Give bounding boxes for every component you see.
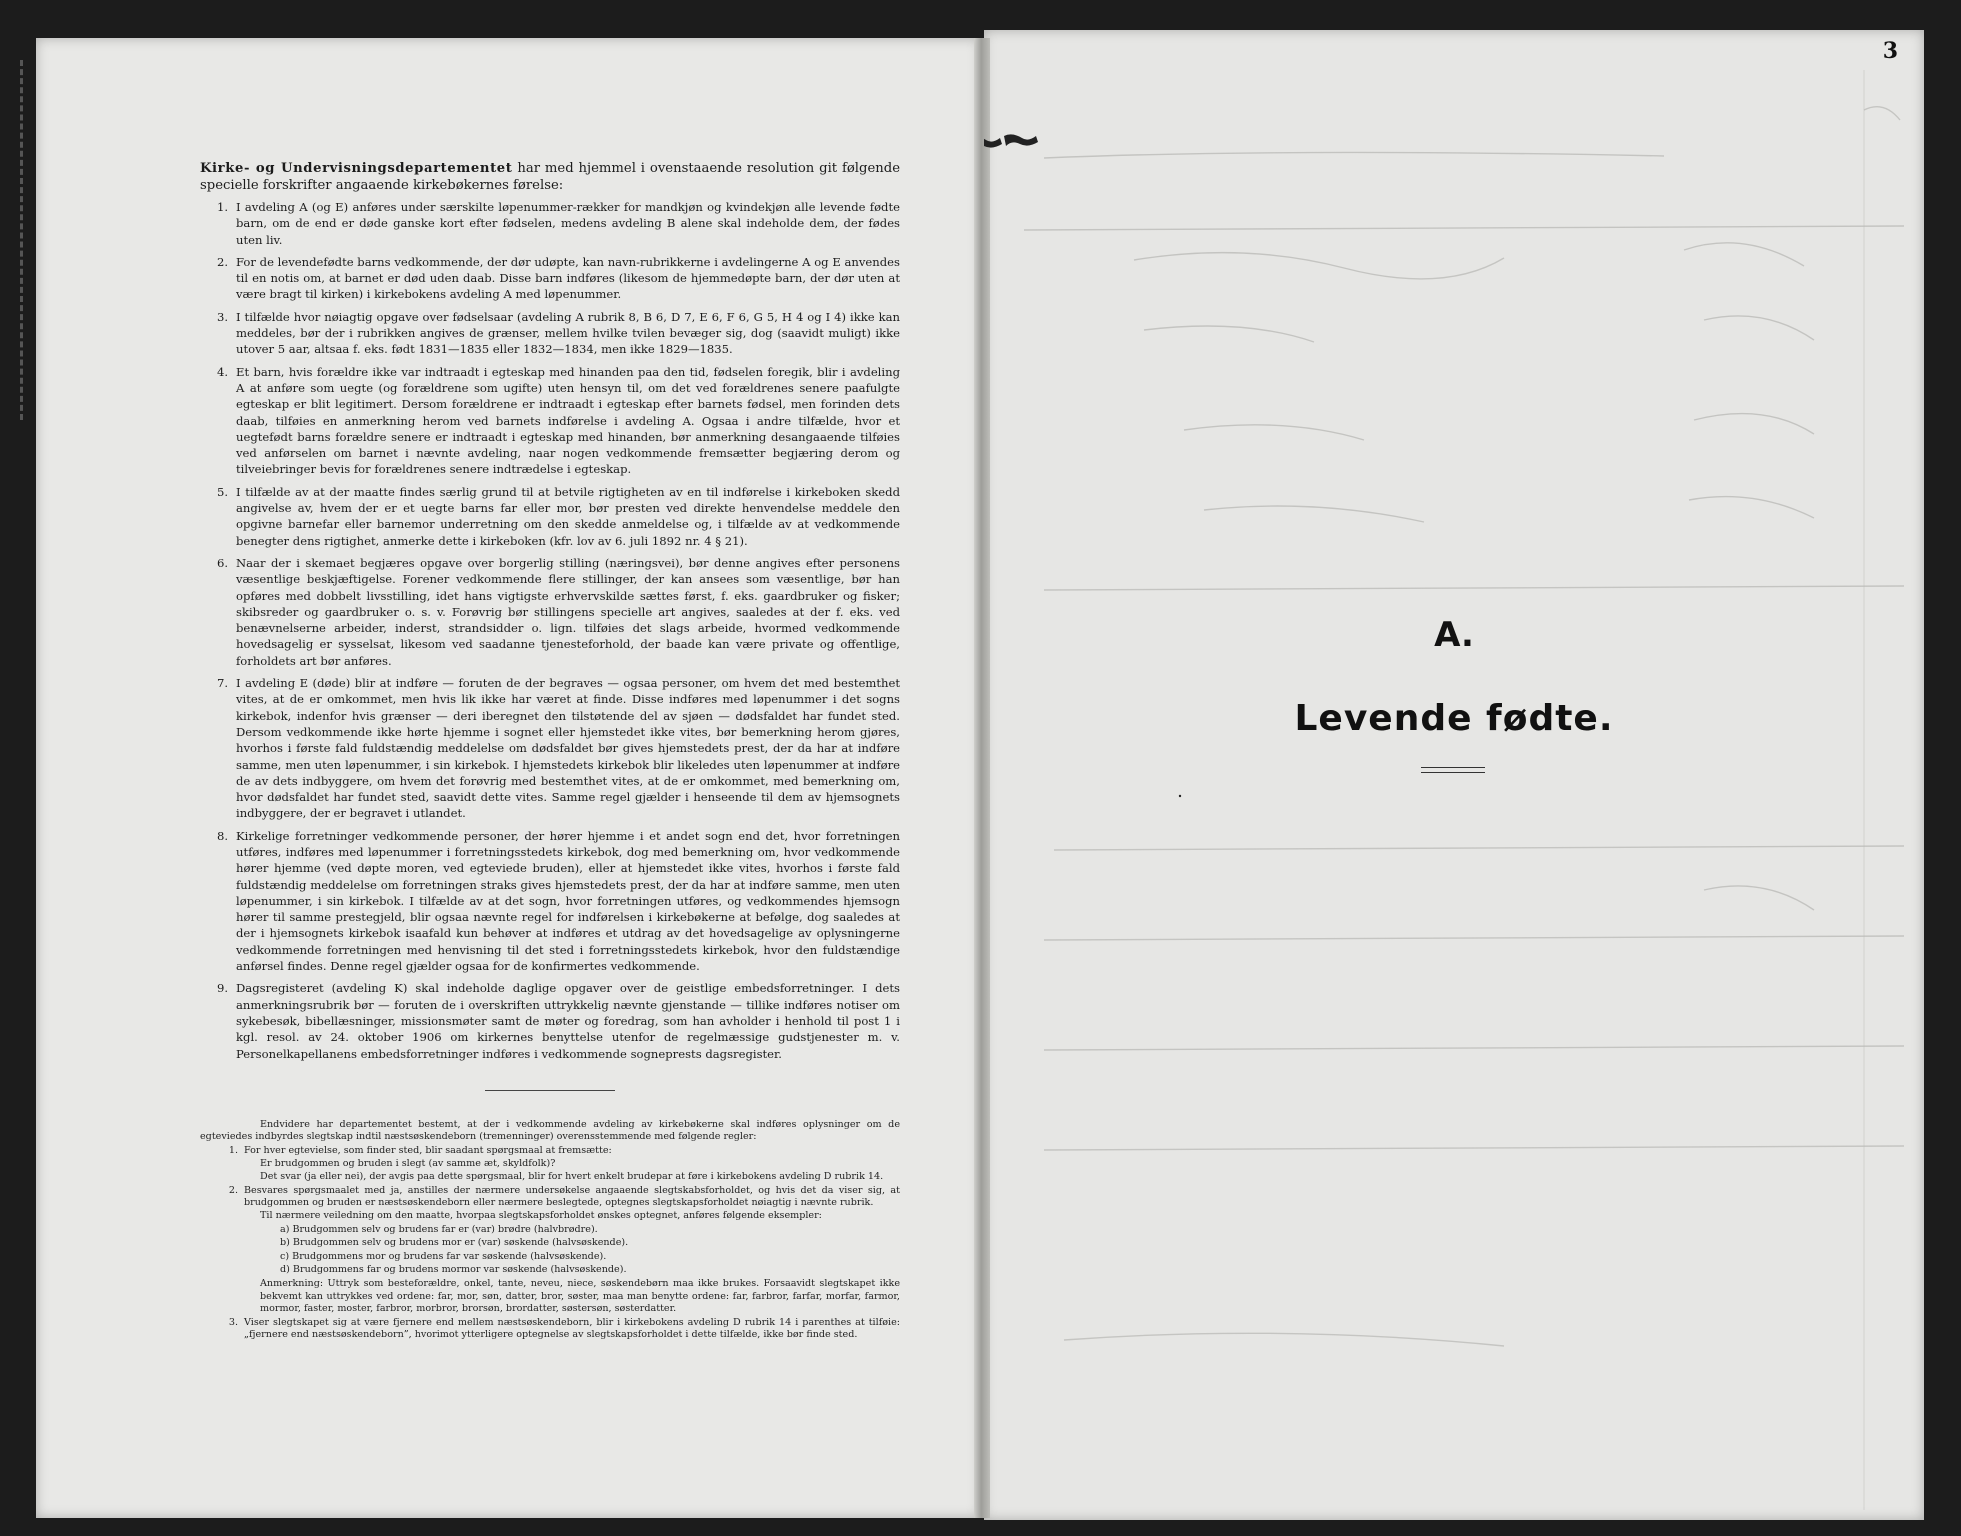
rule-item bbox=[200, 675, 900, 822]
rule-text: Dagsregisteret (avdeling K) skal indeholde daglige opgaver over de geistlige embedsforretninger. I dets anmerkningsrubrik bør — foruten de i overskriften uttrykkelig nævnte gjenstande — tillike indføres notiser om sykebesøk, bibellæsninger, missionsmøter samt de møter og foredrag, som han avholder i henhold til post 1 i kgl. resol. av 24. oktober 1906 om kirkernes benyttelse utenfor de regelmæssige gudstjenester m. v. Personelkapellanens embedsforretninger indføres i vedkommende sogneprests dagsregister. bbox=[236, 981, 900, 1061]
rule-number: 8. bbox=[216, 828, 228, 843]
rule-item bbox=[200, 199, 900, 248]
footnote-item-2: 2. Besvares spørgsmaalet med ja, anstilles der nærmere undersøkelse angaaende slegtskabsforholdet, og hvis det da viser sig, at brudgommen og bruden er næstsøskendeborn eller nærmere beslegtede, optegnes slegtskapsforholdet nøiagtig i nævnte rubrik. bbox=[228, 1184, 900, 1209]
left-page-text bbox=[200, 160, 900, 1460]
footnote-item-1: 1. For hver egtevielse, som finder sted, blir saadant spørgsmaal at fremsætte: bbox=[228, 1145, 612, 1157]
section-letter: A. bbox=[1434, 615, 1474, 655]
example-d: d) Brudgommens far og brudens mormor var søskende (halvsøskende). bbox=[280, 1264, 627, 1276]
example-c: c) Brudgommens mor og brudens far var søskende (halvsøskende). bbox=[280, 1250, 607, 1262]
bleed-through-marks bbox=[984, 30, 1924, 1520]
rule-text: I tilfælde hvor nøiagtig opgave over fødselsaar (avdeling A rubrik 8, B 6, D 7, E 6, F 6, G 5, H 4 og I 4) ikke kan meddeles, bør der i rubrikken angives de grænser, mellem hvilke tvilen bevæger sig, dog (saavidt muligt) ikke utover 5 aar, altsaa f. eks. født 1831—1835 eller 1832—1834, men ikke 1829—1835. bbox=[236, 309, 900, 357]
rule-number: 7. bbox=[216, 676, 228, 691]
right-page bbox=[984, 30, 1924, 1520]
footnote-remark: Anmerkning: Uttryk som besteforældre, onkel, tante, neveu, niece, søskendebørn maa ikke brukes. Forsaavidt slegtskapet ikke bekvemt kan uttrykkes ved ordene: far, mor, søn, datter, bror, søster, maa man benytte ordene: far, farbror, farfar, morfar, farmor, mormor, faster, moster, farbror, morbror, brorsøn, brordatter, søstersøn, søsterdatter. bbox=[260, 1277, 900, 1315]
rules-list bbox=[200, 199, 900, 1062]
rule-item bbox=[200, 364, 900, 478]
footnote-block bbox=[200, 1119, 900, 1342]
rule-item bbox=[200, 555, 900, 669]
binding-edge bbox=[20, 60, 37, 420]
rule-item bbox=[200, 254, 900, 303]
rule-text: Et barn, hvis forældre ikke var indtraadt i egteskap med hinanden paa den tid, fødselen foregik, blir i avdeling A at anføre som uegte (og forældrene som ugifte) uten hensyn til, om det ved forældrenes senere paafulgte egteskap er blit legitimert. Dersom forældrene er indtraadt i egteskap efter barnets fødsel, men forinden dets daab, tilføies en anmerkning herom ved barnets indførelse i avdeling A. Ogsaa i andre tilfælde, hvor et uegtefødt barns forældre senere er indtraadt i egteskap med hinanden, bør anmerkning desangaaende tilføies ved anførselen om barnet i nævnte avdeling, naar nogen vedkommende fremsætter begjæring derom og tilveiebringer bevis for forældrenes senere indtrædelse i egteskap. bbox=[236, 364, 900, 477]
example-b: b) Brudgommen selv og brudens mor er (var) søskende (halvsøskende). bbox=[280, 1237, 629, 1249]
rule-number: 5. bbox=[216, 484, 228, 499]
rule-number: 1. bbox=[216, 200, 228, 214]
rule-text: Naar der i skemaet begjæres opgave over borgerlig stilling (næringsvei), bør denne angives efter personens væsentlige beskjæftigelse. Forener vedkommende flere stillinger, der kan ansees som væsentlige, bør han opføres med dobbelt livsstilling, idet hans vigtigste erhvervskilde sættes først, f. eks. gaardbruker og fisker; skibsreder og gaardbruker o. s. v. Forøvrig bør stillingens specielle art angives, saaledes at der f. eks. ved benævnelserne arbeider, inderst, strandsidder o. lign. tilføies det slags arbeide, hvormed vedkommende hovedsagelig er sysselsat, likesom ved saadanne tjenesteforhold, der baade kan være private og offentlige, forholdets art bør anføres. bbox=[236, 555, 900, 668]
intro-text: har med hjemmel i ovenstaaende resolution git følgende specielle forskrifter angaaende kirkebøkernes førelse: bbox=[200, 161, 901, 193]
footnote-question: Er brudgommen og bruden i slegt (av samme æt, skyldfolk)? bbox=[260, 1157, 556, 1169]
rule-text: Kirkelige forretninger vedkommende personer, der hører hjemme i et andet sogn end det, hvor forretningen utføres, indføres med løpenummer i forretningsstedets kirkebok, dog med bemerkning om, hvor vedkommende hører hjemme (ved døpte moren, ved egteviede bruden), eller at hjemstedet ikke vites, hvorhos i første fald fuldstændig meddelelse om forretningen straks gives hjemstedets prest, der da har at indføre samme, men uten løpenummer, i sin kirkebok. I tilfælde av at det sogn, hvor forretningen utføres, og vedkommendes hjemsogn hører til samme prestegjeld, blir ogsaa nævnte regel for indførelsen i kirkebøkerne at befølge, dog saaledes at der i hjemsognets kirkebok isaafald kun behøver at indføres et utdrag av det hovedsagelige av oplysningerne vedkommende forretningen med henvisning til det sted i forretningsstedets kirkebok, hvor den fuldstændige anførsel findes. Denne regel gjælder ogsaa for de konfirmertes vedkommende. bbox=[236, 828, 900, 974]
example-a: a) Brudgommen selv og brudens far er (var) brødre (halvbrødre). bbox=[280, 1223, 598, 1235]
footnote-answer: Det svar (ja eller nei), der avgis paa dette spørgsmaal, blir for hvert enkelt brudepar at føre i kirkebokens avdeling D rubrik 14. bbox=[260, 1171, 884, 1183]
title-underline bbox=[1421, 767, 1485, 773]
rule-text: I tilfælde av at der maatte findes særlig grund til at betvile rigtigheten av en til indførelse i kirkeboken skedd angivelse av, hvem der er et uegte barns far eller mor, bør presten ved direkte henvendelse meddele den opgivne barnefar eller barnemor underretning om den skedde anmeldelse og, i tilfælde av at vedkommende benegter dens rigtighet, anmerke dette i kirkeboken (kfr. lov av 6. juli 1892 nr. 4 § 21). bbox=[236, 484, 900, 548]
section-title: Levende fødte. bbox=[1294, 698, 1614, 739]
rule-text: For de levendefødte barns vedkommende, der dør udøpte, kan navn-rubrikkerne i avdelingerne A og E anvendes til en notis om, at barnet er død uden daab. Disse barn indføres (likesom de hjemmedøpte barn, der dør uten at være bragt til kirken) i kirkebokens avdeling A med løpenummer. bbox=[236, 254, 900, 302]
rule-item bbox=[200, 980, 900, 1061]
footnote-item-3: 3. Viser slegtskapet sig at være fjernere end mellem næstsøskendeborn, blir i kirkebokens avdeling D rubrik 14 i parenthes at tilføie: „fjernere end næstsøskendeborn”, hvorimot ytterligere optegnelse av slegtskapsforholdet i dette tilfælde, ikke bør finde sted. bbox=[228, 1316, 900, 1341]
rule-number: 3. bbox=[216, 309, 228, 324]
rule-item bbox=[200, 309, 900, 358]
rule-number: 2. bbox=[216, 254, 228, 269]
section-separator bbox=[485, 1090, 615, 1091]
rule-item bbox=[200, 484, 900, 549]
rule-number: 4. bbox=[216, 364, 228, 379]
page-number: 3 bbox=[1882, 38, 1898, 64]
intro-department: Kirke- og Undervisningsdepartementet bbox=[200, 161, 513, 176]
intro-paragraph bbox=[200, 160, 900, 194]
rule-text: I avdeling A (og E) anføres under særskilte løpenummer-rækker for mandkjøn og kvindekjøn alle levende fødte barn, om de end er døde ganske kort efter fødselen, medens avdeling B alene skal indeholde dem, der fødes uten liv. bbox=[236, 200, 900, 247]
footnote-guidance: Til nærmere veiledning om den maatte, hvorpaa slegtskapsforholdet ønskes optegnet, anføres følgende eksempler: bbox=[260, 1210, 822, 1221]
rule-number: 9. bbox=[216, 981, 228, 996]
rule-text: I avdeling E (døde) blir at indføre — foruten de der begraves — ogsaa personer, om hvem det med bestemthet vites, at de er omkommet, men hvis lik ikke har været at finde. Disse indføres med løpenummer i det sogns kirkebok, indenfor hvis grænser — deri iberegnet den tilstøtende del av sjøen — dødsfaldet har fundet sted. Dersom vedkommende ikke hørte hjemme i sognet eller hjemstedet ikke vites, bør bemerkning herom gjøres, hvorhos i første fald fuldstændig meddelelse om dødsfaldet bør gives hjemstedets prest, der da har at indføre samme, men uten løpenummer, i sin kirkebok. I hjemstedets kirkebok blir likeledes uten løpenummer at indføre de av dets indbyggere, om hvem det forøvrig med bestemthet vites, at de er omkommet, med bemerkning om, hvor dødsfaldet har fundet sted, saavidt dette vites. Samme regel gjælder i henseende til dem av hjemsognets indbyggere, der er begravet i utlandet. bbox=[236, 676, 900, 821]
rule-item bbox=[200, 828, 900, 975]
footnote-intro: Endvidere har departementet bestemt, at der i vedkommende avdeling av kirkebøkerne skal indføres oplysninger om de egteviedes indbyrdes slegtskap indtil næstsøskendeborn (tremenninger) overensstemmende med følgende regler: bbox=[200, 1118, 900, 1143]
rule-number: 6. bbox=[216, 555, 228, 570]
